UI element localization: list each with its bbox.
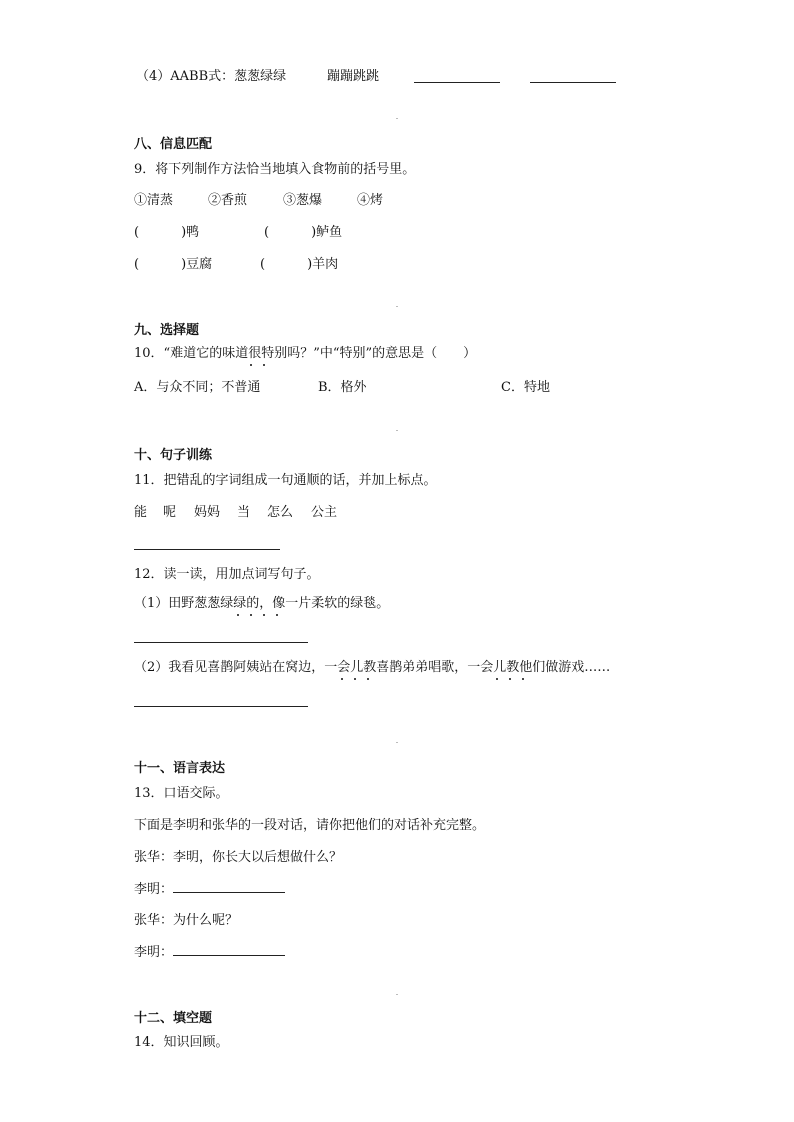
emphasis-dot bbox=[276, 614, 278, 616]
scrambled-word-3: 妈妈 bbox=[194, 505, 221, 520]
dialogue-speaker: 李明： bbox=[134, 945, 174, 960]
food-3: 豆腐 bbox=[186, 257, 213, 272]
q11-answer-line[interactable] bbox=[134, 537, 280, 550]
scrambled-word-1: 能 bbox=[134, 505, 148, 520]
section-9-heading: 九、选择题 bbox=[134, 323, 200, 338]
q8-item4 bbox=[136, 68, 286, 86]
food-4: 羊肉 bbox=[312, 257, 339, 272]
q8-word1: 葱葱绿绿 bbox=[234, 69, 287, 84]
q8-item4-prefix: （4）AABB式： bbox=[136, 69, 235, 84]
q10-option-a[interactable]: A．与众不同；不普通 bbox=[134, 380, 261, 395]
dialogue-line-4 bbox=[134, 943, 285, 962]
method-3: ③葱爆 bbox=[283, 193, 323, 208]
page-separator bbox=[396, 430, 398, 431]
q12-answer-line-2[interactable] bbox=[134, 694, 308, 707]
food-row-2b[interactable]: ( )羊肉 bbox=[260, 257, 339, 272]
scrambled-word-6: 公主 bbox=[311, 505, 338, 520]
q12-item1: （1）田野葱葱绿绿的，像一片柔软的绿毯。 bbox=[134, 596, 390, 611]
page-separator bbox=[396, 994, 398, 995]
dialogue-line-2 bbox=[134, 880, 285, 899]
q8-blank-2[interactable] bbox=[530, 70, 616, 83]
emphasis-dot bbox=[509, 678, 511, 680]
emphasis-dot bbox=[263, 364, 265, 366]
section-12-heading: 十二、填空题 bbox=[134, 1011, 213, 1026]
q12-prompt: 12．读一读，用加点词写句子。 bbox=[134, 567, 320, 582]
section-11-heading: 十一、语言表达 bbox=[134, 761, 226, 776]
emphasis-dot bbox=[237, 614, 239, 616]
q13-prompt: 13．口语交际。 bbox=[134, 786, 229, 801]
method-1: ①清蒸 bbox=[134, 193, 174, 208]
q12-item2: （2）我看见喜鹊阿姨站在窝边，一会儿教喜鹊弟弟唱歌，一会儿教他们做游戏…… bbox=[134, 660, 611, 675]
q8-blank-1[interactable] bbox=[414, 70, 500, 83]
scrambled-word-4: 当 bbox=[237, 505, 251, 520]
emphasis-dot bbox=[341, 678, 343, 680]
food-row-1b[interactable]: ( )鲈鱼 bbox=[264, 225, 343, 240]
section-8-heading: 八、信息匹配 bbox=[134, 137, 213, 152]
q14-prompt: 14．知识回顾。 bbox=[134, 1035, 229, 1050]
q9-prompt: 9．将下列制作方法恰当地填入食物前的括号里。 bbox=[134, 162, 416, 177]
emphasis-dot bbox=[263, 614, 265, 616]
dialogue-line-3: 张华：为什么呢？ bbox=[134, 913, 239, 928]
q11-prompt: 11．把错乱的字词组成一句通顺的话，并加上标点。 bbox=[134, 473, 437, 488]
method-2: ②香煎 bbox=[208, 193, 248, 208]
food-row-2a[interactable]: ( )豆腐 bbox=[134, 257, 213, 272]
dialogue-speaker: 李明： bbox=[134, 882, 174, 897]
section-10-heading: 十、句子训练 bbox=[134, 448, 213, 463]
q10-option-b[interactable]: B．格外 bbox=[318, 380, 367, 395]
dialogue-line-1: 张华：李明，你长大以后想做什么？ bbox=[134, 850, 343, 865]
food-row-1a[interactable]: ( )鸭 bbox=[134, 225, 200, 240]
dialogue-blank-2[interactable] bbox=[173, 943, 285, 956]
q8-word2: 蹦蹦跳跳 bbox=[327, 69, 380, 84]
page-separator bbox=[396, 306, 398, 307]
food-1: 鸭 bbox=[186, 225, 200, 240]
emphasis-dot bbox=[250, 364, 252, 366]
food-2: 鲈鱼 bbox=[316, 225, 343, 240]
emphasis-dot bbox=[367, 678, 369, 680]
q13-intro: 下面是李明和张华的一段对话，请你把他们的对话补充完整。 bbox=[134, 818, 486, 833]
page-separator bbox=[396, 742, 398, 743]
emphasis-dot bbox=[522, 678, 524, 680]
scrambled-word-5: 怎么 bbox=[267, 505, 294, 520]
emphasis-dot bbox=[496, 678, 498, 680]
q12-answer-line-1[interactable] bbox=[134, 630, 308, 643]
scrambled-word-2: 呢 bbox=[163, 505, 177, 520]
page-separator bbox=[396, 118, 398, 119]
dialogue-blank-1[interactable] bbox=[173, 880, 285, 893]
emphasis-dot bbox=[250, 614, 252, 616]
q10-prompt: 10．“难道它的味道很特别吗？”中“特别”的意思是（ ） bbox=[134, 346, 477, 361]
method-4: ④烤 bbox=[357, 193, 384, 208]
emphasis-dot bbox=[354, 678, 356, 680]
q10-option-c[interactable]: C．特地 bbox=[501, 380, 550, 395]
